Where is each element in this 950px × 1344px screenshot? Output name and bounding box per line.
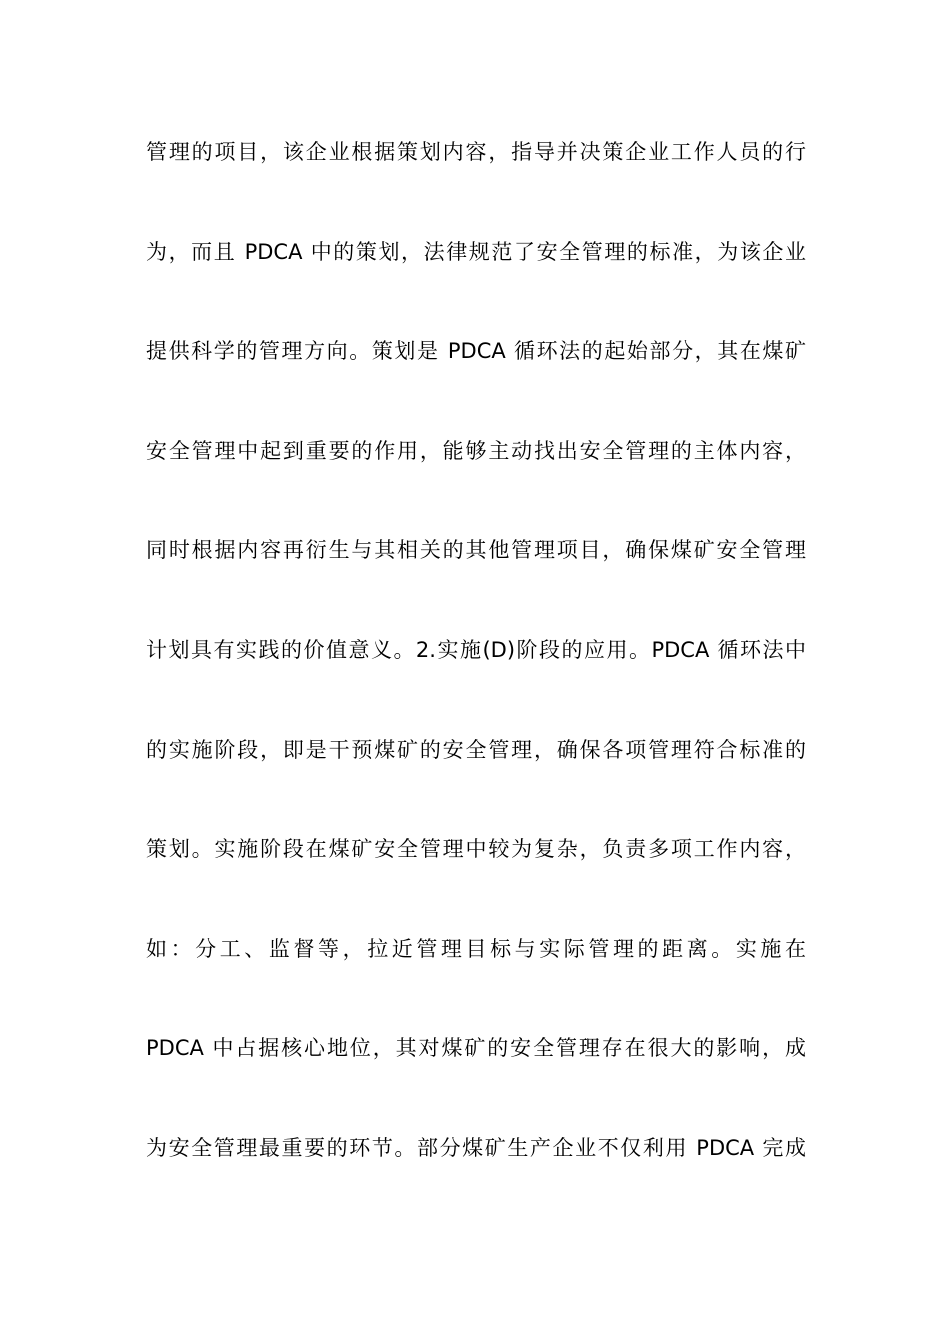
text-line: 为，而且 PDCA 中的策划，法律规范了安全管理的标准，为该企业 [146,239,806,264]
text-line: 提供科学的管理方向。策划是 PDCA 循环法的起始部分，其在煤矿 [146,339,806,364]
text-line: 同时根据内容再衍生与其相关的其他管理项目，确保煤矿安全管理 [146,538,806,563]
text-line: 的实施阶段，即是干预煤矿的安全管理，确保各项管理符合标准的 [146,737,806,762]
text-line: 管理的项目，该企业根据策划内容，指导并决策企业工作人员的行 [146,140,806,164]
text-line: 如：分工、监督等，拉近管理目标与实际管理的距离。实施在 [146,936,806,961]
text-line: PDCA 中占据核心地位，其对煤矿的安全管理存在很大的影响，成 [146,1036,806,1061]
text-line: 为安全管理最重要的环节。部分煤矿生产企业不仅利用 PDCA 完成 [146,1135,806,1160]
text-line: 策划。实施阶段在煤矿安全管理中较为复杂，负责多项工作内容， [146,837,806,862]
text-line: 计划具有实践的价值意义。2.实施(D)阶段的应用。PDCA 循环法中 [146,637,806,662]
body-text [146,131,806,1227]
text-line: 安全管理中起到重要的作用，能够主动找出安全管理的主体内容， [146,438,806,463]
